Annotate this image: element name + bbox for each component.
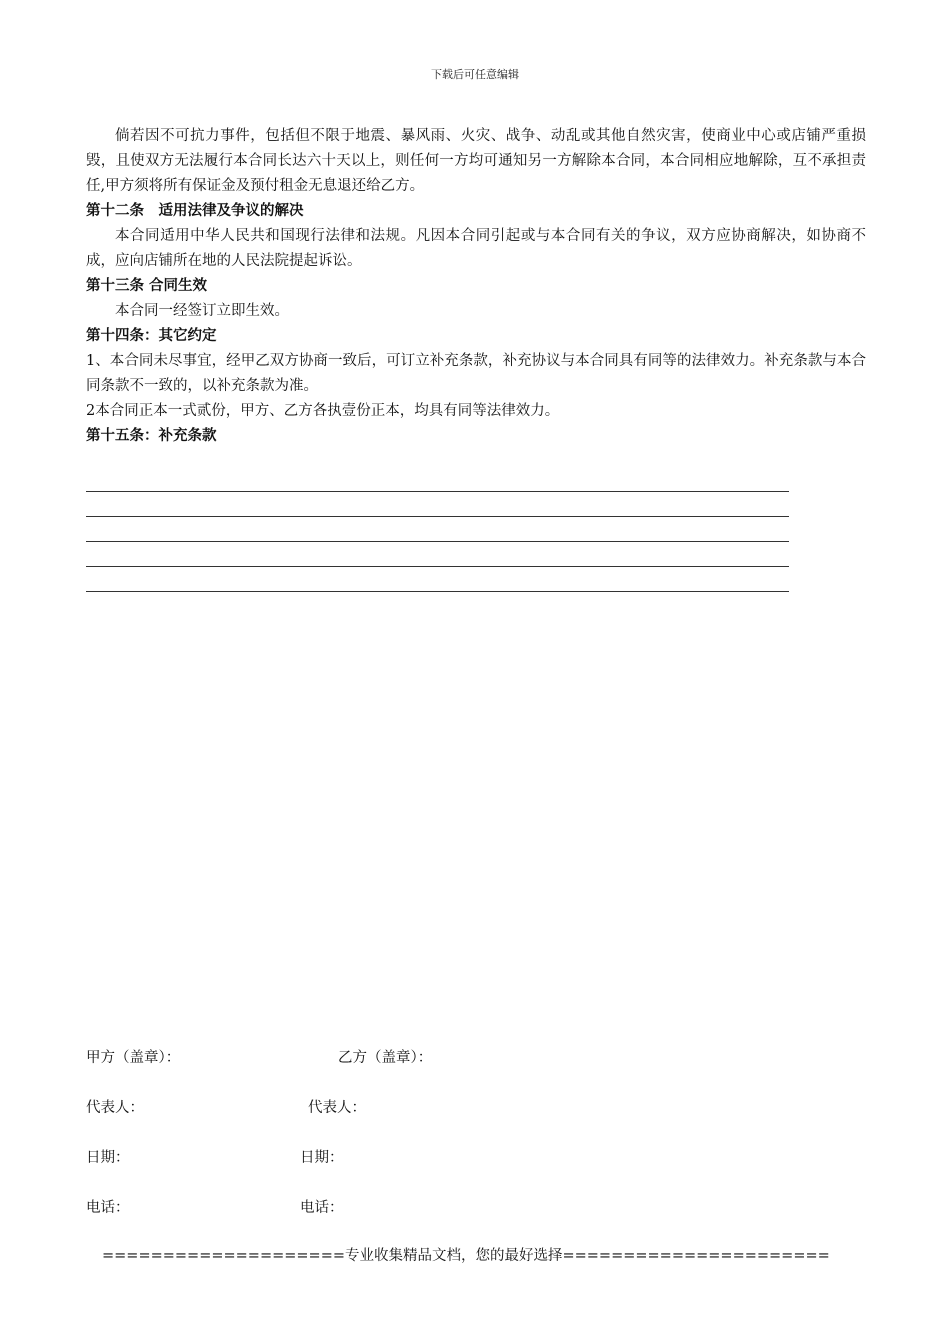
party-a-seal-label: 甲方（盖章）： xyxy=(86,1050,181,1066)
blank-line xyxy=(86,591,789,592)
blank-line xyxy=(86,516,789,517)
governing-law-paragraph: 本合同适用中华人民共和国现行法律和法规。凡因本合同引起或与本合同有关的争议，双方应协商解决，如协商不成，应向店铺所在地的人民法院提起诉讼。 xyxy=(86,228,866,269)
blank-line xyxy=(86,541,789,542)
party-a-phone-label: 电话： xyxy=(86,1200,130,1216)
party-b-phone-label: 电话： xyxy=(300,1200,344,1216)
supplementary-blank-lines xyxy=(86,491,789,616)
contract-body xyxy=(86,124,866,449)
article-12-heading: 第十二条 适用法律及争议的解决 xyxy=(86,203,304,219)
article-15-heading: 第十五条：补充条款 xyxy=(86,428,217,444)
party-b-seal-label: 乙方（盖章）： xyxy=(338,1050,433,1066)
blank-line xyxy=(86,566,789,567)
page-footer: ====================专业收集精品文档，您的最好选择====================== xyxy=(102,1248,830,1264)
party-b-representative-label: 代表人： xyxy=(308,1100,366,1116)
other-terms-item-1: 1、本合同未尽事宜，经甲乙双方协商一致后，可订立补充条款，补充协议与本合同具有同等的法律效力。补充条款与本合同条款不一致的，以补充条款为准。 xyxy=(86,353,866,394)
party-a-representative-label: 代表人： xyxy=(86,1100,144,1116)
article-13-heading: 第十三条 合同生效 xyxy=(86,278,208,294)
page-header: 下载后可任意编辑 xyxy=(431,68,519,81)
party-b-date-label: 日期： xyxy=(300,1150,344,1166)
other-terms-item-2: 2本合同正本一式贰份，甲方、乙方各执壹份正本，均具有同等法律效力。 xyxy=(86,403,560,419)
party-a-date-label: 日期： xyxy=(86,1150,130,1166)
force-majeure-paragraph: 倘若因不可抗力事件，包括但不限于地震、暴风雨、火灾、战争、动乱或其他自然灾害，使商业中心或店铺严重损毁，且使双方无法履行本合同长达六十天以上，则任何一方均可通知另一方解除本合同，本合同相应地解除，互不承担责任,甲方须将所有保证金及预付租金无息退还给乙方。 xyxy=(86,128,866,194)
blank-line xyxy=(86,491,789,492)
article-14-heading: 第十四条：其它约定 xyxy=(86,328,217,344)
effective-paragraph: 本合同一经签订立即生效。 xyxy=(115,303,289,319)
